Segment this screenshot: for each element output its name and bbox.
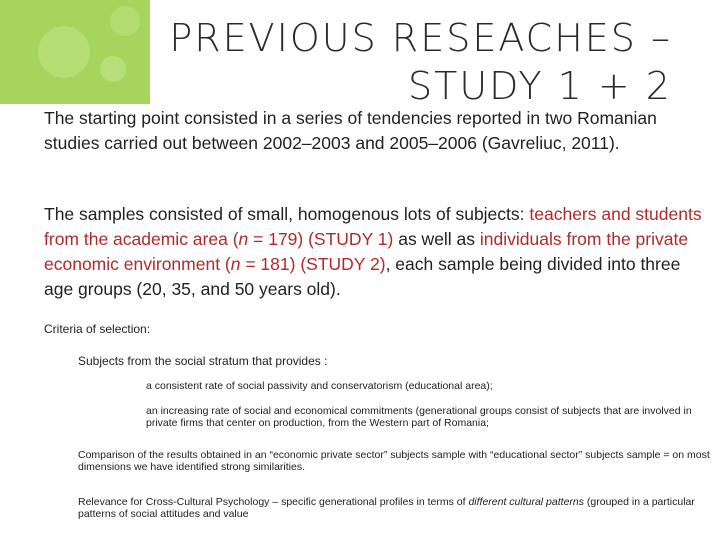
bullet-criteria [22,322,714,337]
bullet-text: an increasing rate of social and economical commitments (generational groups consist of subjects that are involved in private firms that center on production, from the Western part of Romania; [146,405,692,429]
title-line-1: PREVIOUS RESEACHES – [169,16,672,60]
study1-text: teachers and students from the academic area (n = 179) (STUDY 1) [44,204,702,249]
decorative-circle [38,26,90,78]
bullet-text: Comparison of the results obtained in an “economic private sector” subjects sample with “educational sector” subjects sample = on most dimensions we have identified strong similarities. [78,449,710,473]
sub-bullet-relevance [56,496,714,520]
decorative-circle [100,56,126,82]
bullet-text: The starting point consisted in a series of tendencies reported in two Romanian studies carried out between 2002–2003 and 2005–2006 (Gavreliuc, 2011). [44,108,657,153]
sub-bullet-subjects [56,354,714,369]
bullet-text: a consistent rate of social passivity and conservatorism (educational area); [146,380,493,392]
bullet-starting-point [22,106,714,156]
bullet-text: Subjects from the social stratum that provides : [78,354,328,368]
sub-sub-bullet-commitments [112,405,714,429]
accent-bar [0,0,150,104]
study2-text: individuals from the private economic environment (n = 181) (STUDY 2) [44,229,689,274]
title-line-2: STUDY 1 + 2 [408,64,672,108]
bullet-text: Criteria of selection: [44,322,151,336]
sub-bullet-comparison [56,449,714,473]
bullet-text: Relevance for Cross-Cultural Psychology – specific generational profiles in terms of different cultural patterns (grouped in a particular patterns of social attitudes and value [78,496,695,520]
sub-sub-bullet-passivity [112,380,714,392]
bullet-text: The samples consisted of small, homogenous lots of subjects: teachers and students from the academic area (n = 179) (STUDY 1) as well as individuals from the private economic environment (n = 181) (STUDY 2), each sample being divided into three age groups (20, 35, and 50 years old). [44,204,702,299]
slide-title [150,14,672,110]
decorative-circle [110,6,140,36]
bullet-samples [22,202,714,302]
